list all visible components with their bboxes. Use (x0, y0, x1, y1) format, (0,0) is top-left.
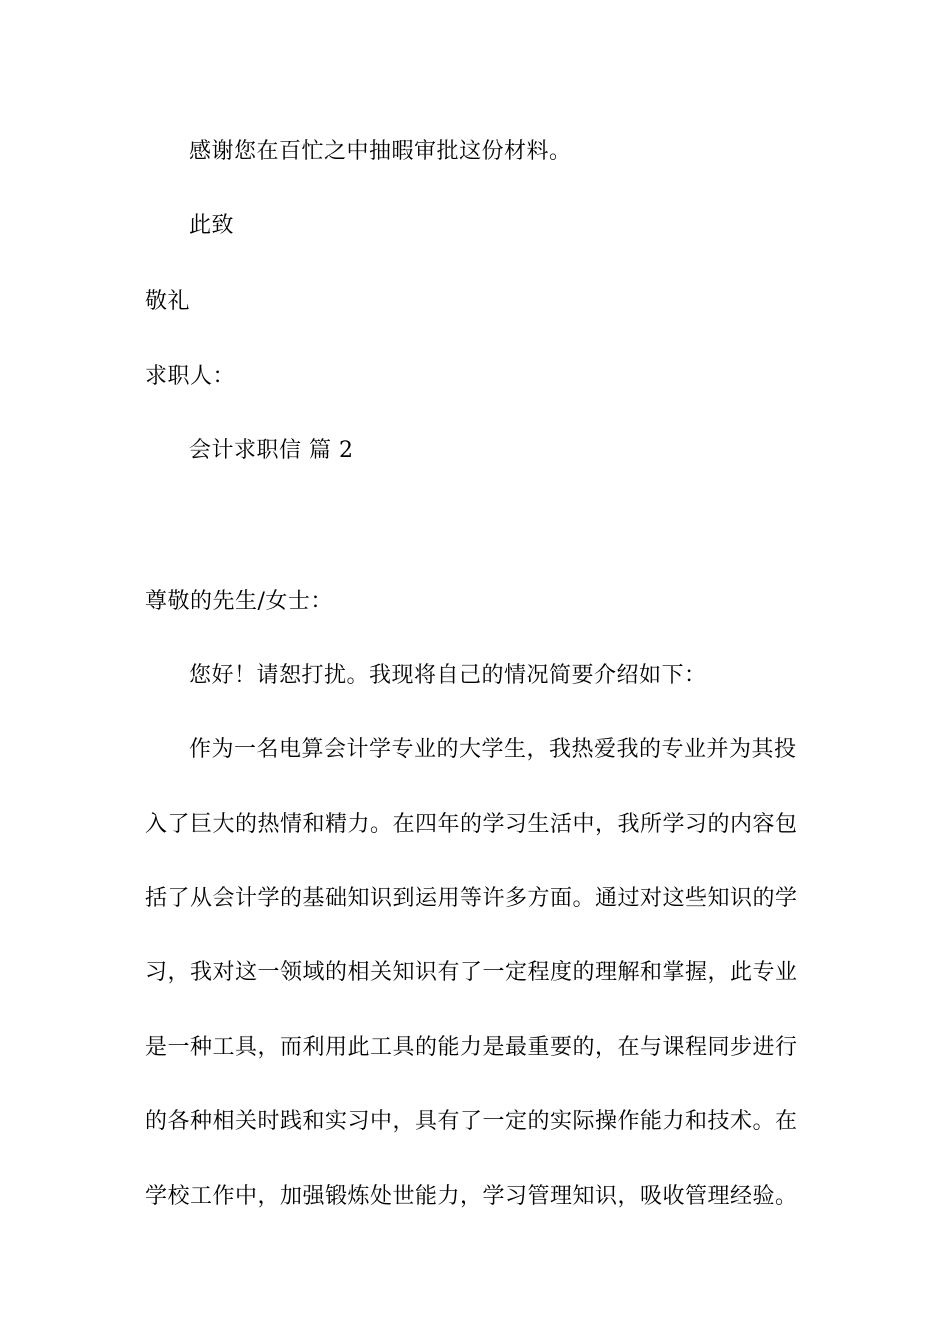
signature-label: 求职人： (145, 364, 236, 389)
salutation: 尊敬的先生/女士： (145, 589, 333, 614)
closing-jingli: 敬礼 (145, 289, 191, 314)
section-title: 会计求职信 篇 2 (189, 438, 354, 463)
closing-thanks: 感谢您在百忙之中抽暇审批这份材料。 (189, 139, 572, 164)
closing-cizhi: 此致 (189, 213, 235, 238)
body-line: 习，我对这一领域的相关知识有了一定程度的理解和掌握，此专业 (145, 960, 798, 985)
body-line: 括了从会计学的基础知识到运用等许多方面。通过对这些知识的学 (145, 886, 798, 911)
body-line: 学校工作中，加强锻炼处世能力，学习管理知识，吸收管理经验。 (145, 1184, 798, 1209)
body-line: 的各种相关时践和实习中，具有了一定的实际操作能力和技术。在 (145, 1109, 798, 1134)
body-line: 作为一名电算会计学专业的大学生，我热爱我的专业并为其投 (189, 737, 797, 762)
body-line: 是一种工具，而利用此工具的能力是最重要的，在与课程同步进行 (145, 1035, 798, 1060)
greeting: 您好！请恕打扰。我现将自己的情况简要介绍如下： (189, 663, 707, 688)
body-line: 入了巨大的热情和精力。在四年的学习生活中，我所学习的内容包 (145, 812, 798, 837)
